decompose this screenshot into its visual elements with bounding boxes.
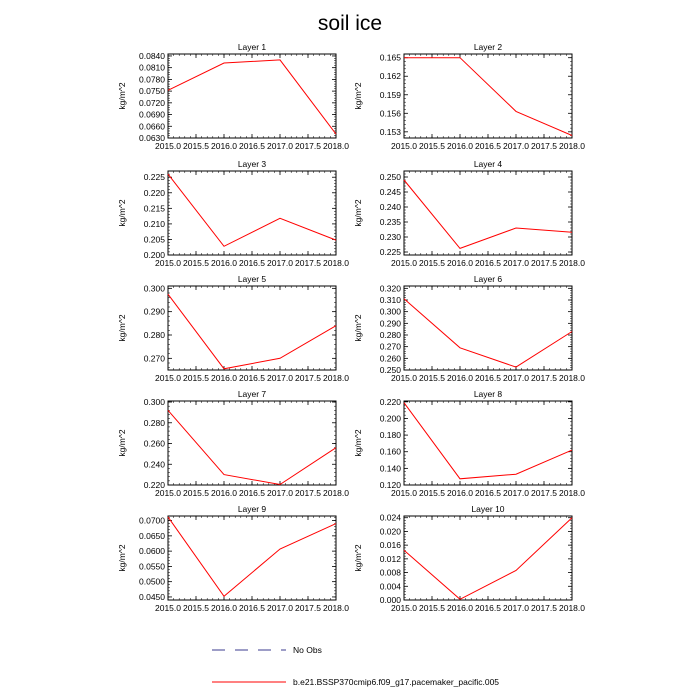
panel-title: Layer 4	[473, 159, 503, 169]
x-tick-label: 2016.0	[211, 258, 237, 268]
x-tick-label: 2016.5	[239, 488, 265, 498]
y-axis-label: kg/m^2	[117, 544, 127, 572]
x-tick-label: 2016.0	[211, 373, 237, 383]
y-tick-label: 0.162	[379, 71, 401, 82]
y-tick-label: 0.240	[379, 202, 401, 212]
y-tick-label: 0.0750	[139, 86, 165, 97]
y-tick-label: 0.260	[379, 353, 401, 364]
plot-frame	[404, 401, 572, 485]
y-axis-label: kg/m^2	[353, 82, 363, 110]
y-tick-label: 0.220	[379, 396, 401, 407]
plot-frame	[168, 54, 336, 138]
x-tick-label: 2018.0	[559, 141, 585, 151]
y-tick-label: 0.215	[143, 203, 165, 214]
panel-layer-2	[353, 42, 585, 151]
x-tick-label: 2016.0	[211, 141, 237, 151]
legend	[212, 645, 499, 687]
y-axis-label: kg/m^2	[117, 429, 127, 457]
y-tick-label: 0.159	[379, 89, 401, 100]
y-tick-label: 0.290	[143, 306, 165, 317]
x-tick-label: 2017.5	[531, 373, 557, 383]
series-line	[168, 410, 336, 484]
y-tick-label: 0.012	[379, 553, 401, 564]
x-tick-label: 2016.5	[239, 603, 265, 613]
y-tick-label: 0.008	[379, 567, 401, 578]
panel-layer-8	[353, 389, 585, 498]
x-tick-label: 2015.0	[391, 141, 417, 151]
y-tick-label: 0.153	[379, 126, 401, 137]
series-line	[168, 294, 336, 369]
x-tick-label: 2015.0	[391, 373, 417, 383]
y-tick-label: 0.230	[379, 232, 401, 242]
series-line	[404, 403, 572, 479]
y-axis-label: kg/m^2	[353, 429, 363, 457]
x-tick-label: 2015.5	[419, 488, 445, 498]
y-tick-label: 0.0630	[139, 133, 165, 143]
y-tick-label: 0.205	[143, 234, 165, 245]
y-tick-label: 0.004	[379, 581, 401, 592]
x-tick-label: 2016.5	[239, 258, 265, 268]
x-tick-label: 2016.0	[447, 488, 473, 498]
panel-layer-4	[353, 159, 585, 268]
x-tick-label: 2015.5	[419, 603, 445, 613]
y-tick-label: 0.235	[379, 217, 401, 227]
y-tick-label: 0.000	[379, 595, 401, 605]
y-tick-label: 0.140	[379, 463, 401, 474]
y-tick-label: 0.024	[379, 512, 401, 523]
series-line	[404, 58, 572, 136]
x-tick-label: 2018.0	[559, 373, 585, 383]
x-tick-label: 2016.5	[475, 258, 501, 268]
legend-no-obs-label: No Obs	[293, 645, 322, 655]
x-tick-label: 2015.0	[391, 603, 417, 613]
x-tick-label: 2016.0	[447, 603, 473, 613]
x-tick-label: 2016.0	[447, 258, 473, 268]
x-tick-label: 2015.5	[419, 373, 445, 383]
y-tick-label: 0.120	[379, 480, 401, 490]
y-tick-label: 0.0550	[139, 561, 165, 572]
x-tick-label: 2016.0	[447, 141, 473, 151]
panel-title: Layer 5	[237, 274, 267, 284]
x-tick-label: 2018.0	[559, 603, 585, 613]
x-tick-label: 2017.0	[267, 488, 293, 498]
panel-layer-6	[353, 274, 585, 383]
plot-frame	[404, 516, 572, 600]
y-tick-label: 0.0840	[139, 50, 165, 61]
y-tick-label: 0.210	[143, 218, 165, 229]
x-tick-label: 2016.5	[475, 488, 501, 498]
x-tick-label: 2017.0	[267, 373, 293, 383]
plot-frame	[404, 171, 572, 255]
panel-title: Layer 9	[237, 504, 267, 514]
series-line	[404, 518, 572, 600]
x-tick-label: 2015.0	[155, 373, 181, 383]
y-tick-label: 0.020	[379, 526, 401, 537]
y-axis-label: kg/m^2	[117, 314, 127, 342]
series-line	[404, 299, 572, 367]
legend-series-label: b.e21.BSSP370cmip6.f09_g17.pacemaker_pacific.005	[293, 677, 500, 687]
x-tick-label: 2018.0	[559, 258, 585, 268]
x-tick-label: 2015.0	[155, 603, 181, 613]
x-tick-label: 2017.5	[531, 141, 557, 151]
y-axis-label: kg/m^2	[117, 199, 127, 227]
panel-title: Layer 2	[473, 42, 503, 52]
x-tick-label: 2016.5	[475, 603, 501, 613]
x-tick-label: 2017.0	[503, 141, 529, 151]
x-tick-label: 2017.5	[295, 488, 321, 498]
panel-layer-3	[117, 159, 349, 268]
y-tick-label: 0.200	[143, 250, 165, 260]
series-line	[168, 174, 336, 246]
plot-frame	[404, 54, 572, 138]
x-tick-label: 2017.0	[503, 258, 529, 268]
x-tick-label: 2016.5	[475, 141, 501, 151]
x-tick-label: 2015.0	[155, 258, 181, 268]
panel-title: Layer 7	[237, 389, 267, 399]
x-tick-label: 2018.0	[323, 488, 349, 498]
x-tick-label: 2015.5	[183, 141, 209, 151]
y-tick-label: 0.0660	[139, 121, 165, 132]
x-tick-label: 2015.5	[183, 258, 209, 268]
y-tick-label: 0.270	[143, 353, 165, 364]
series-line	[404, 180, 572, 248]
x-tick-label: 2017.0	[267, 258, 293, 268]
y-tick-label: 0.0720	[139, 97, 165, 108]
y-tick-label: 0.300	[143, 283, 165, 294]
y-tick-label: 0.250	[379, 172, 401, 182]
y-tick-label: 0.300	[379, 306, 401, 317]
figure-title: soil ice	[317, 12, 383, 35]
y-axis-label: kg/m^2	[353, 199, 363, 227]
x-tick-label: 2015.5	[419, 141, 445, 151]
y-axis-label: kg/m^2	[353, 544, 363, 572]
x-tick-label: 2018.0	[323, 603, 349, 613]
y-tick-label: 0.280	[379, 330, 401, 340]
y-tick-label: 0.0500	[139, 576, 165, 587]
x-tick-label: 2017.5	[531, 488, 557, 498]
y-tick-label: 0.250	[379, 365, 401, 375]
y-tick-label: 0.0810	[139, 62, 165, 73]
y-axis-label: kg/m^2	[117, 82, 127, 110]
panel-layer-7	[117, 389, 349, 498]
y-tick-label: 0.016	[379, 540, 401, 551]
x-tick-label: 2017.0	[503, 373, 529, 383]
x-tick-label: 2017.5	[295, 603, 321, 613]
y-tick-label: 0.320	[379, 283, 401, 294]
series-line	[168, 60, 336, 134]
y-tick-label: 0.160	[379, 446, 401, 457]
y-tick-label: 0.156	[379, 108, 401, 119]
plot-frame	[168, 401, 336, 485]
y-tick-label: 0.260	[143, 438, 165, 449]
panel-layer-1	[117, 42, 349, 151]
x-tick-label: 2016.0	[211, 488, 237, 498]
x-tick-label: 2018.0	[559, 488, 585, 498]
y-tick-label: 0.225	[379, 247, 401, 257]
x-tick-label: 2015.5	[183, 488, 209, 498]
x-tick-label: 2015.5	[183, 603, 209, 613]
x-tick-label: 2017.5	[531, 603, 557, 613]
y-tick-label: 0.180	[379, 430, 401, 441]
x-tick-label: 2018.0	[323, 258, 349, 268]
x-tick-label: 2018.0	[323, 373, 349, 383]
y-tick-label: 0.220	[143, 187, 165, 198]
panel-layer-9	[117, 504, 349, 613]
x-tick-label: 2017.0	[267, 603, 293, 613]
x-tick-label: 2015.5	[419, 258, 445, 268]
y-tick-label: 0.225	[143, 172, 165, 183]
x-tick-label: 2017.5	[531, 258, 557, 268]
x-tick-label: 2017.5	[295, 141, 321, 151]
x-tick-label: 2015.0	[155, 141, 181, 151]
y-tick-label: 0.220	[143, 480, 165, 490]
plot-frame	[168, 516, 336, 600]
x-tick-label: 2018.0	[323, 141, 349, 151]
y-tick-label: 0.310	[379, 295, 401, 305]
y-tick-label: 0.240	[143, 459, 165, 470]
y-tick-label: 0.165	[379, 52, 401, 63]
x-tick-label: 2017.0	[503, 488, 529, 498]
y-axis-label: kg/m^2	[353, 314, 363, 342]
x-tick-label: 2015.0	[155, 488, 181, 498]
panel-title: Layer 10	[471, 504, 505, 514]
panels	[117, 42, 585, 613]
y-tick-label: 0.0780	[139, 74, 165, 85]
y-tick-label: 0.0690	[139, 109, 165, 120]
x-tick-label: 2016.0	[447, 373, 473, 383]
x-tick-label: 2015.0	[391, 258, 417, 268]
x-tick-label: 2016.0	[211, 603, 237, 613]
x-tick-label: 2015.0	[391, 488, 417, 498]
panel-title: Layer 1	[237, 42, 267, 52]
series-line	[168, 517, 336, 596]
y-tick-label: 0.200	[379, 413, 401, 424]
y-tick-label: 0.0700	[139, 515, 165, 526]
x-tick-label: 2017.0	[267, 141, 293, 151]
x-tick-label: 2016.5	[239, 373, 265, 383]
x-tick-label: 2017.5	[295, 373, 321, 383]
x-tick-label: 2017.5	[295, 258, 321, 268]
x-tick-label: 2016.5	[475, 373, 501, 383]
panel-layer-10	[353, 504, 585, 613]
y-tick-label: 0.280	[143, 330, 165, 340]
panel-title: Layer 8	[473, 389, 503, 399]
y-tick-label: 0.280	[143, 417, 165, 428]
y-tick-label: 0.245	[379, 187, 401, 197]
panel-title: Layer 6	[473, 274, 503, 284]
x-tick-label: 2015.5	[183, 373, 209, 383]
y-tick-label: 0.270	[379, 341, 401, 352]
y-tick-label: 0.290	[379, 318, 401, 329]
y-tick-label: 0.300	[143, 397, 165, 408]
x-tick-label: 2017.0	[503, 603, 529, 613]
plot-frame	[168, 171, 336, 255]
y-tick-label: 0.0450	[139, 591, 165, 602]
panel-layer-5	[117, 274, 349, 383]
x-tick-label: 2016.5	[239, 141, 265, 151]
panel-title: Layer 3	[237, 159, 267, 169]
y-tick-label: 0.0600	[139, 546, 165, 557]
y-tick-label: 0.0650	[139, 530, 165, 541]
